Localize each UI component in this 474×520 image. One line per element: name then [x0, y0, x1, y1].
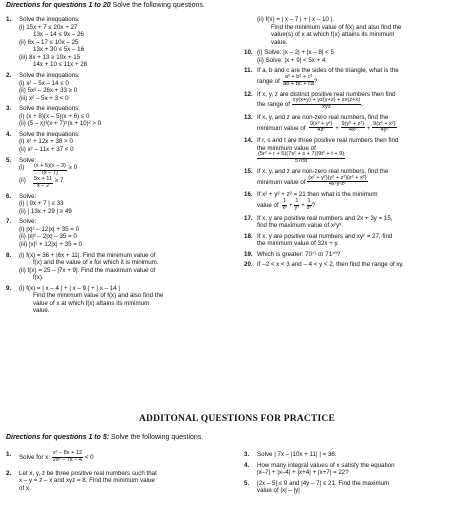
text-line: (ii) f(x) = | x – 7 | + | x – 10 |.	[257, 16, 334, 23]
directions-lead: Directions for questions 1 to 5:	[6, 434, 110, 441]
inequation-line: (i) (x + 8)(x – 5)(x + 6) ≤ 0	[19, 112, 90, 120]
question-title: Solve the inequations:	[19, 130, 80, 138]
text-line: f(x).	[33, 274, 44, 282]
question-title: Solve:	[19, 218, 37, 226]
practice-question-5	[244, 480, 469, 495]
question-5	[6, 157, 228, 190]
text-line: minimum value of	[257, 124, 306, 132]
text-line: |x–7| + |x–4| + |x+4| + |x+7| = 22?	[257, 469, 349, 477]
question-number: 3.	[6, 105, 12, 113]
text-line: value of x at which f(x) attains its minimum	[33, 299, 150, 307]
text-line: (i) f(x) = | x – 4 | + | x – 9 | + | x – 14 |	[19, 284, 120, 292]
inequation-line: 14x + 10 ≤ 11x + 28	[33, 61, 88, 69]
fraction	[33, 177, 53, 190]
question-9	[6, 285, 228, 315]
text-line: Find the minimum value of f(x) and also find the	[33, 292, 164, 300]
fraction	[309, 122, 334, 135]
question-title: Solve:	[19, 192, 37, 200]
question-19	[244, 251, 469, 259]
fraction	[292, 98, 361, 111]
text-line: the range of	[257, 101, 291, 109]
text-line: the minimum value of	[257, 144, 316, 152]
text-line: If x, y are positive real numbers and xy² = 27, find	[257, 232, 393, 240]
directions-header	[6, 2, 205, 11]
fraction-denominator: y²	[294, 204, 300, 211]
question-7	[6, 218, 228, 248]
question-number: 4.	[244, 461, 250, 469]
directions-lead: Directions for questions 1 to 20	[6, 2, 111, 9]
practice-question-4	[244, 462, 469, 477]
text-line: Solve | 7x – |10x + 11| | = 36.	[257, 451, 337, 458]
punct: .	[361, 101, 363, 109]
text-line: Find the minimum value of f(x) and also find the	[271, 23, 402, 31]
fraction-denominator: xyz	[322, 104, 331, 111]
question-18	[244, 233, 469, 248]
question-number: 13.	[244, 113, 253, 121]
question-number: 14.	[244, 137, 253, 145]
question-1	[6, 16, 228, 69]
question-11	[244, 67, 469, 87]
text-line: value of	[257, 201, 279, 209]
punct: ?	[311, 201, 316, 209]
fraction-denominator: (x – 7)	[42, 169, 58, 176]
question-number: 7.	[6, 218, 12, 226]
fraction-numerator: xy(x+y) + yz(y+z) + zx(z+x)	[292, 97, 361, 104]
question-title: Solve the inequations:	[19, 16, 80, 23]
fraction-denominator: 57rst	[294, 158, 308, 165]
text-line: If –2 < x < 3 and – 4 < y < 2, then find the range of xy.	[257, 261, 404, 269]
question-number: 11.	[244, 67, 253, 75]
practice-question-3	[244, 451, 469, 459]
right-column	[244, 16, 469, 272]
fraction-denominator: x – 2	[36, 182, 50, 189]
question-number: 2.	[6, 71, 12, 79]
practice-question-2	[6, 470, 228, 493]
fraction-numerator: 9(y² + z²)	[341, 120, 365, 127]
text-line: value.	[33, 307, 50, 315]
text-line: (i) Solve: |x – 2| + |x – 8| < 5	[257, 49, 334, 57]
question-number: 17.	[244, 214, 253, 222]
question-number: 2.	[6, 469, 12, 477]
text-line: |2x – 5| ≤ 9 and |4y – 7| ≤ 21. Find the maximum	[257, 479, 390, 487]
relation: ≥ 7	[54, 176, 64, 184]
text-line: (ii) Solve: |x + 9| < 5x + 4	[257, 56, 326, 64]
inequation-line: (iii) x² – 5x + 3 < 0	[19, 94, 69, 102]
question-number: 5.	[6, 156, 12, 164]
question-title: Solve the inequations:	[19, 71, 80, 79]
text-line: value(s) of x at which f(x) attains its minimum	[271, 31, 395, 39]
fraction-numerator: a² + b² + c²	[284, 73, 313, 80]
fraction	[282, 199, 287, 212]
question-title: Solve:	[19, 156, 37, 164]
equation-line: (iii) |x|² + 12|x| + 35 = 0	[19, 240, 83, 248]
fraction-denominator: 2x² – 7x – 4	[52, 456, 82, 463]
question-title: Solve the inequations:	[19, 105, 80, 113]
inequation-line: (ii) | 13x + 29 | ≥ 49	[19, 207, 72, 215]
text-line: (i) f(x) = 36 + |6x + 11|. Find the minimum value of	[19, 251, 156, 259]
inequation-line: (iii) 8x + 13 ≥ 10x + 15	[19, 53, 81, 61]
text-line: the minimum value of 32x + y.	[257, 240, 339, 248]
fraction-numerator: 9(x² + y²)	[309, 120, 333, 127]
text-line: f(x) and the value of x for which it is minimum.	[33, 259, 159, 267]
directions-rest: Solve the following questions.	[110, 2, 205, 9]
question-15	[244, 168, 469, 188]
inequation-line: (i) 15x + 7 ≤ 20x + 27	[19, 23, 78, 31]
text-line: Let x, y, z be three positive real numbers such that	[19, 469, 157, 477]
text-line: x – y = z – x and xyz = 8. Find the minimum value	[19, 477, 155, 485]
practice-directions-header	[6, 434, 203, 443]
text-line: If x² + y² + z² = 21 then what is the minimum	[257, 191, 378, 199]
question-number: 18.	[244, 232, 253, 240]
inequation-line: 13x + 30 ≤ 5x – 16	[33, 46, 85, 54]
inequation-line: (ii) (5 – x)³(x + 7)⁵(x + 10)² > 0	[19, 120, 102, 128]
fraction	[294, 199, 299, 212]
text-line: If x, y are positive real numbers and 2x + 3y = 15,	[257, 214, 393, 222]
fraction-numerator: 5x + 11	[34, 175, 53, 182]
inequation-line: 13x – 14 ≤ 9x – 26	[33, 31, 84, 39]
directions-rest: Solve the following questions.	[109, 434, 204, 441]
question-number: 12.	[244, 90, 253, 98]
question-10	[244, 49, 469, 64]
fraction-denominator: 4x²	[348, 127, 357, 134]
fraction-denominator: 4x²y²z²	[328, 181, 346, 188]
text-line: minimum value of	[257, 178, 306, 186]
fraction-numerator: x² – 8x + 12	[52, 450, 83, 456]
text-line: Solve for x:	[19, 454, 50, 461]
fraction-denominator: 4y²	[380, 127, 389, 134]
question-number: 3.	[244, 451, 250, 458]
fraction-denominator: x²	[282, 204, 288, 211]
fraction-numerator: 1	[295, 197, 299, 204]
text-line: find the maximum value of x²y³.	[257, 222, 343, 230]
inequation-line: (i) | 9x + 7 | ≤ 33	[19, 200, 64, 208]
inequation-line: (ii) 6x – 17 ≤ 10x – 25	[19, 38, 79, 46]
left-column	[6, 16, 228, 318]
fraction	[372, 122, 397, 135]
question-number: 5.	[244, 479, 250, 487]
practice-question-1	[6, 451, 228, 464]
relation: ≥ 0	[68, 164, 78, 172]
fraction	[307, 176, 367, 189]
question-6	[6, 193, 228, 216]
text-line: If r, s and t are three positive real numbers then find	[257, 137, 399, 145]
fraction-numerator: (x + 5)(x – 3)	[34, 163, 66, 170]
text-line: If x, y, z are distinct positive real numbers then find	[257, 90, 396, 98]
fraction	[341, 122, 366, 135]
practice-right-column	[244, 451, 469, 498]
text-line: If x, y, and z are non-zero real numbers, find the	[257, 168, 389, 176]
question-number: 6.	[6, 192, 12, 200]
text-line: If a, b and c are the sides of the triangle, what is the	[257, 67, 399, 75]
question-12	[244, 91, 469, 111]
text-line: (ii) f(x) = 25 – |7x + 9|. Find the maximum value of	[19, 266, 156, 274]
fraction-numerator: (x² + y²)(y² + z²)(z² + x²)	[308, 174, 367, 181]
question-14	[244, 137, 469, 165]
question-number: 20.	[244, 261, 253, 269]
question-number: 1.	[6, 451, 12, 458]
question-16: 16. If x² + y² + z² = 21 then what is the minimum value of $\frac{1}{\text{x²}}$ + $\frac{1}{\text{y²}}$ + $\frac{1}{\text{z²}}$ ?	[244, 191, 469, 211]
fraction-denominator: 4z²	[317, 127, 326, 134]
equation-line: (i) |x|² – 12|x| + 35 = 0	[19, 225, 80, 233]
text-line: How many integral values of x satisfy the equation	[257, 461, 395, 469]
question-9-part-ii	[244, 16, 469, 46]
question-number: 10.	[244, 49, 253, 57]
relation: < 0	[84, 454, 94, 461]
question-number: 8.	[6, 251, 12, 259]
fraction	[52, 451, 83, 464]
question-number: 15.	[244, 168, 253, 176]
text-line: Which is greater: 70⁷¹ or 71⁷⁰?	[257, 250, 341, 258]
equation-line: (ii) |x|² – 2|x| – 35 = 0	[19, 233, 77, 241]
question-17	[244, 215, 469, 230]
inequation-line: (i) x² – 5x – 14 ≤ 0	[19, 79, 69, 87]
question-3	[6, 105, 228, 128]
punct: ?	[313, 77, 318, 85]
fraction-numerator: 1	[283, 197, 287, 204]
part-label: (i)	[19, 164, 25, 172]
fraction-numerator: 9(z² + x²)	[373, 120, 396, 127]
question-number: 19.	[244, 250, 253, 258]
fraction-denominator: ab + bc + ca	[283, 80, 314, 87]
fraction	[33, 164, 67, 177]
inequation-line: (i) x² + 12x + 38 > 0	[19, 138, 73, 146]
question-number: 9.	[6, 284, 12, 292]
text-line: If x, y, and z are non-zero real numbers, find the	[257, 113, 389, 121]
inequation-line: (ii) x² – 11x + 37 < 0	[19, 146, 74, 153]
section-title: ADDITONAL QUESTIONS FOR PRACTICE	[139, 414, 335, 424]
question-13: 13. If x, y, and z are non-zero real numbers, find the minimum value of $\frac{\text{9(x² + y²)}}{\text{4z²}}$ + $\frac{\text{9(y² + z²)}}{\text{4x²}}$ + $\frac{\text{9(z² + x²)}}{\text{4y²}}$	[244, 114, 469, 134]
question-4	[6, 131, 228, 154]
text-line: value of |x| – |y|	[257, 487, 300, 495]
question-number: 16.	[244, 191, 253, 199]
question-number: 4.	[6, 130, 12, 138]
fraction-numerator: (5r² + r + 5)(7s² + s + 7)(9t² + t + 9)	[258, 151, 345, 158]
question-8	[6, 252, 228, 282]
text-line: value.	[271, 38, 288, 46]
practice-left-column	[6, 451, 228, 495]
question-2	[6, 72, 228, 102]
part-label: (ii)	[19, 176, 26, 184]
inequation-line: (ii) 5x² – 26x + 33 ≥ 0	[19, 87, 78, 95]
text-line: of x.	[19, 484, 31, 492]
question-20	[244, 261, 469, 269]
fraction-numerator: 1	[307, 197, 311, 204]
fraction	[283, 75, 314, 88]
fraction-denominator: z²	[306, 204, 312, 211]
fraction	[257, 152, 345, 165]
question-number: 1.	[6, 16, 12, 23]
text-line: range of	[257, 77, 280, 85]
